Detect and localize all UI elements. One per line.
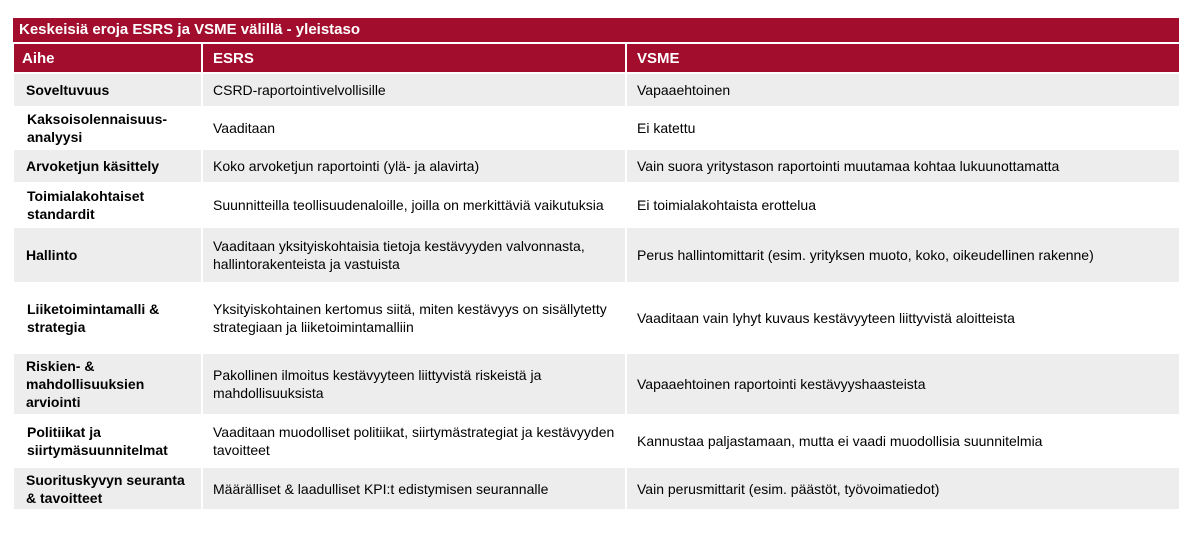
header-esrs: ESRS [202, 44, 626, 73]
row-topic: Suorituskyvyn seuranta & tavoitteet [14, 467, 202, 509]
row-topic: Toimialakohtaiset standardit [14, 183, 202, 227]
row-esrs: Vaaditaan [202, 107, 626, 149]
row-esrs: Määrälliset & laadulliset KPI:t edistymisen seurannalle [202, 467, 626, 509]
row-esrs: Vaaditaan yksityiskohtaisia tietoja kestävyyden valvonnasta, hallintorakenteista ja vastuista [202, 227, 626, 283]
row-esrs: Koko arvoketjun raportointi (ylä- ja alavirta) [202, 149, 626, 183]
header-vsme: VSME [626, 44, 1179, 73]
row-vsme: Ei toimialakohtaista erottelua [626, 183, 1179, 227]
row-topic: Politiikat ja siirtymäsuunnitelmat [14, 415, 202, 467]
row-topic: Soveltuvuus [14, 73, 202, 107]
row-topic: Kaksoisolennaisuus-analyysi [14, 107, 202, 149]
row-esrs: Suunnitteilla teollisuudenaloille, joilla on merkittäviä vaikutuksia [202, 183, 626, 227]
row-vsme: Vain perusmittarit (esim. päästöt, työvoimatiedot) [626, 467, 1179, 509]
row-topic: Liiketoimintamalli & strategia [14, 283, 202, 353]
row-esrs: CSRD-raportointivelvollisille [202, 73, 626, 107]
comparison-table-container [13, 18, 1179, 509]
row-topic: Hallinto [14, 227, 202, 283]
row-topic: Arvoketjun käsittely [14, 149, 202, 183]
table-row [14, 227, 1179, 283]
row-esrs: Vaaditaan muodolliset politiikat, siirtymästrategiat ja kestävyyden tavoitteet [202, 415, 626, 467]
row-vsme: Vain suora yritystason raportointi muutamaa kohtaa lukuunottamatta [626, 149, 1179, 183]
table-row [14, 353, 1179, 415]
row-vsme: Vapaaehtoinen raportointi kestävyyshaasteista [626, 353, 1179, 415]
table-title: Keskeisiä eroja ESRS ja VSME välillä - yleistaso [13, 18, 1179, 42]
table-row [14, 415, 1179, 467]
row-vsme: Ei katettu [626, 107, 1179, 149]
row-vsme: Vaaditaan vain lyhyt kuvaus kestävyyteen liittyvistä aloitteista [626, 283, 1179, 353]
row-vsme: Kannustaa paljastamaan, mutta ei vaadi muodollisia suunnitelmia [626, 415, 1179, 467]
row-esrs: Yksityiskohtainen kertomus siitä, miten kestävyys on sisällytetty strategiaan ja liiketoimintamalliin [202, 283, 626, 353]
table-row [14, 73, 1179, 107]
header-row [14, 44, 1179, 73]
table-row [14, 107, 1179, 149]
table-row [14, 283, 1179, 353]
table-row [14, 467, 1179, 509]
row-vsme: Perus hallintomittarit (esim. yrityksen muoto, koko, oikeudellinen rakenne) [626, 227, 1179, 283]
row-esrs: Pakollinen ilmoitus kestävyyteen liittyvistä riskeistä ja mahdollisuuksista [202, 353, 626, 415]
row-topic: Riskien- & mahdollisuuksien arviointi [14, 353, 202, 415]
row-vsme: Vapaaehtoinen [626, 73, 1179, 107]
comparison-table [13, 44, 1179, 509]
header-topic: Aihe [14, 44, 202, 73]
table-row [14, 149, 1179, 183]
table-row [14, 183, 1179, 227]
